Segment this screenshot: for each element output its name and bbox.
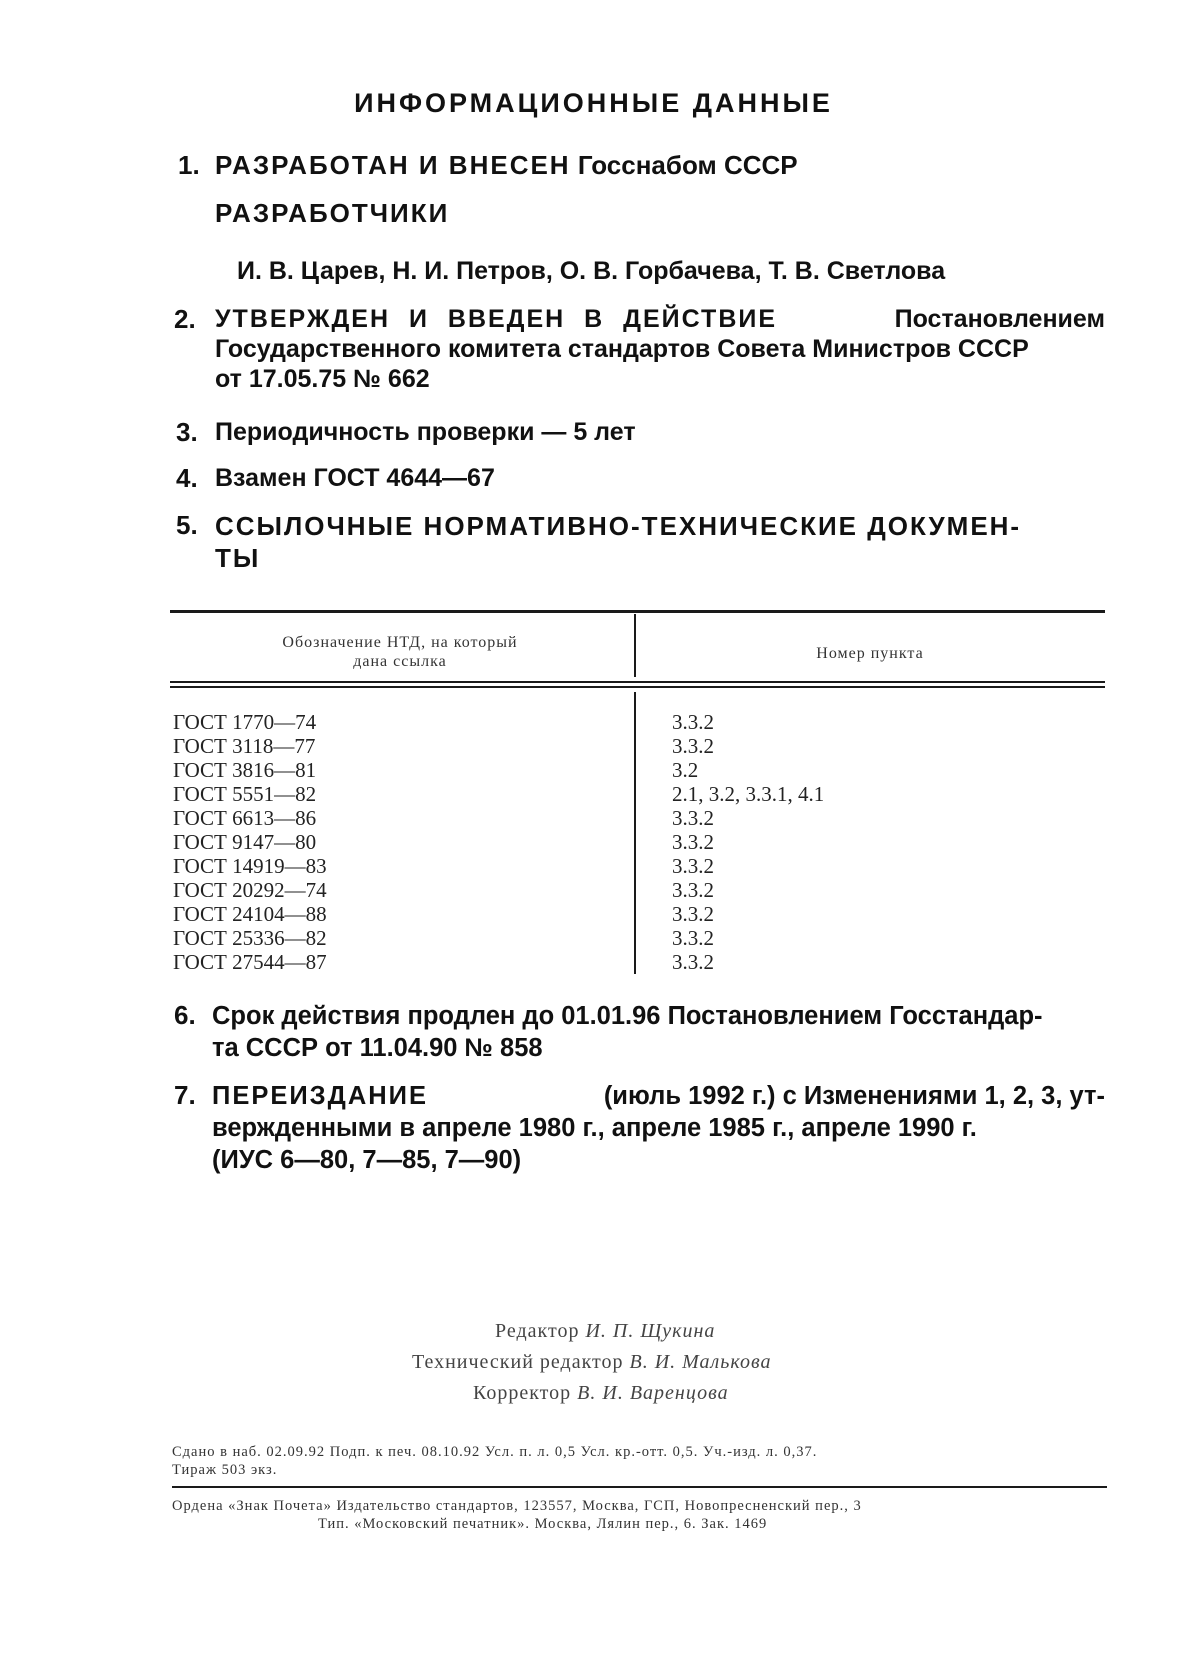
table-cell-clause: 3.3.2 — [672, 710, 714, 734]
item-7-line-3: (ИУС 6—80, 7—85, 7—90) — [212, 1146, 522, 1174]
table-cell-doc: ГОСТ 6613—86 — [173, 806, 317, 830]
item-5 — [215, 510, 1105, 574]
table-cell-doc: ГОСТ 27544—87 — [173, 950, 327, 974]
table-header-col-1 — [200, 633, 600, 671]
item-1-text: Госснабом СССР — [577, 150, 798, 180]
item-2 — [215, 304, 1105, 394]
table-header-col-1-line-2: дана ссылка — [353, 653, 447, 670]
table-cell-clause: 3.3.2 — [672, 878, 714, 902]
table-cell-doc: ГОСТ 25336—82 — [173, 926, 327, 950]
item-4: Взамен ГОСТ 4644—67 — [215, 464, 495, 492]
credit-editor — [495, 1320, 715, 1343]
table-header-rule-2 — [170, 686, 1105, 688]
table-cell-doc: ГОСТ 1770—74 — [173, 710, 317, 734]
table-cell-clause: 3.3.2 — [672, 806, 714, 830]
credit-corrector-label: Корректор — [473, 1382, 572, 1404]
credit-tech-editor — [412, 1351, 772, 1374]
item-6-line-2: та СССР от 11.04.90 № 858 — [212, 1034, 543, 1062]
table-cell-clause: 3.3.2 — [672, 830, 714, 854]
item-2-caps: УТВЕРЖДЕН И ВВЕДЕН В ДЕЙСТВИЕ — [215, 305, 778, 333]
credit-corrector-name: В. И. Варенцова — [577, 1382, 729, 1404]
table-body-divider — [634, 692, 636, 974]
table-cell-doc: ГОСТ 9147—80 — [173, 830, 317, 854]
item-4-number: 4. — [176, 463, 198, 493]
table-cell-doc: ГОСТ 24104—88 — [173, 902, 327, 926]
item-6-line-1: Срок действия продлен до 01.01.96 Постановлением Госстандар- — [212, 1002, 1043, 1030]
imprint-line-2: Тираж 503 экз. — [172, 1462, 278, 1478]
item-1-caps: РАЗРАБОТАН И ВНЕСЕН — [215, 150, 571, 180]
table-cell-clause: 3.3.2 — [672, 734, 714, 758]
imprint-rule — [172, 1486, 1107, 1488]
item-3-number: 3. — [176, 417, 198, 447]
page-title: ИНФОРМАЦИОННЫЕ ДАННЫЕ — [354, 88, 833, 118]
table-header-col-1-line-1: Обозначение НТД, на который — [282, 634, 518, 651]
credit-corrector — [473, 1382, 729, 1405]
item-2-text: Постановлением — [894, 305, 1105, 333]
table-header-divider — [634, 614, 636, 677]
table-cell-clause: 3.2 — [672, 758, 699, 782]
item-7-line-1 — [212, 1080, 1105, 1112]
credit-tech-label: Технический редактор — [412, 1351, 624, 1373]
table-cell-clause: 3.3.2 — [672, 854, 714, 878]
item-7-line-2: вержденными в апреле 1980 г., апреле 1985 г., апреле 1990 г. — [212, 1114, 977, 1142]
item-1-number: 1. — [178, 150, 200, 180]
item-3: Периодичность проверки — 5 лет — [215, 418, 636, 446]
table-header-rule-1 — [170, 681, 1105, 683]
table-cell-doc: ГОСТ 5551—82 — [173, 782, 317, 806]
item-7 — [212, 1080, 1105, 1176]
table-cell-doc: ГОСТ 14919—83 — [173, 854, 327, 878]
imprint-line-4: Тип. «Московский печатник». Москва, Лялин пер., 6. Зак. 1469 — [318, 1516, 768, 1532]
developers-title: РАЗРАБОТЧИКИ — [215, 198, 450, 228]
item-7-number: 7. — [174, 1080, 196, 1110]
table-cell-doc: ГОСТ 20292—74 — [173, 878, 327, 902]
item-7-text: (июль 1992 г.) с Изменениями 1, 2, 3, ут- — [603, 1082, 1105, 1110]
table-cell-clause: 3.3.2 — [672, 902, 714, 926]
table-cell-clause: 2.1, 3.2, 3.3.1, 4.1 — [672, 782, 825, 806]
item-1 — [215, 150, 798, 180]
table-cell-clause: 3.3.2 — [672, 950, 714, 974]
item-5-line-1: ССЫЛОЧНЫЕ НОРМАТИВНО-ТЕХНИЧЕСКИЕ ДОКУМЕН- — [215, 511, 1022, 541]
table-header-col-2: Номер пункта — [816, 645, 924, 662]
item-5-line-2: ТЫ — [215, 543, 261, 573]
credit-tech-name: В. И. Малькова — [629, 1351, 772, 1373]
item-2-line-3: от 17.05.75 № 662 — [215, 365, 430, 393]
developers-names: И. В. Царев, Н. И. Петров, О. В. Горбачева, Т. В. Светлова — [237, 257, 946, 285]
table-cell-clause: 3.3.2 — [672, 926, 714, 950]
item-7-caps: ПЕРЕИЗДАНИЕ — [212, 1082, 428, 1110]
imprint-line-3: Ордена «Знак Почета» Издательство стандартов, 123557, Москва, ГСП, Новопресненский пер., 3 — [172, 1498, 862, 1514]
item-6-number: 6. — [174, 1000, 196, 1030]
credit-editor-label: Редактор — [495, 1320, 580, 1342]
item-5-number: 5. — [176, 510, 198, 540]
table-top-rule — [170, 610, 1105, 613]
table-cell-doc: ГОСТ 3118—77 — [173, 734, 316, 758]
item-6 — [212, 1000, 1105, 1064]
table-cell-doc: ГОСТ 3816—81 — [173, 758, 317, 782]
item-2-line-1 — [215, 304, 1105, 334]
item-2-line-2: Государственного комитета стандартов Совета Министров СССР — [215, 335, 1029, 363]
credit-editor-name: И. П. Щукина — [585, 1320, 716, 1342]
imprint-line-1: Сдано в наб. 02.09.92 Подп. к печ. 08.10.92 Усл. п. л. 0,5 Усл. кр.-отт. 0,5. Уч.-изд. л. 0,37. — [172, 1444, 818, 1460]
item-2-number: 2. — [174, 304, 196, 334]
